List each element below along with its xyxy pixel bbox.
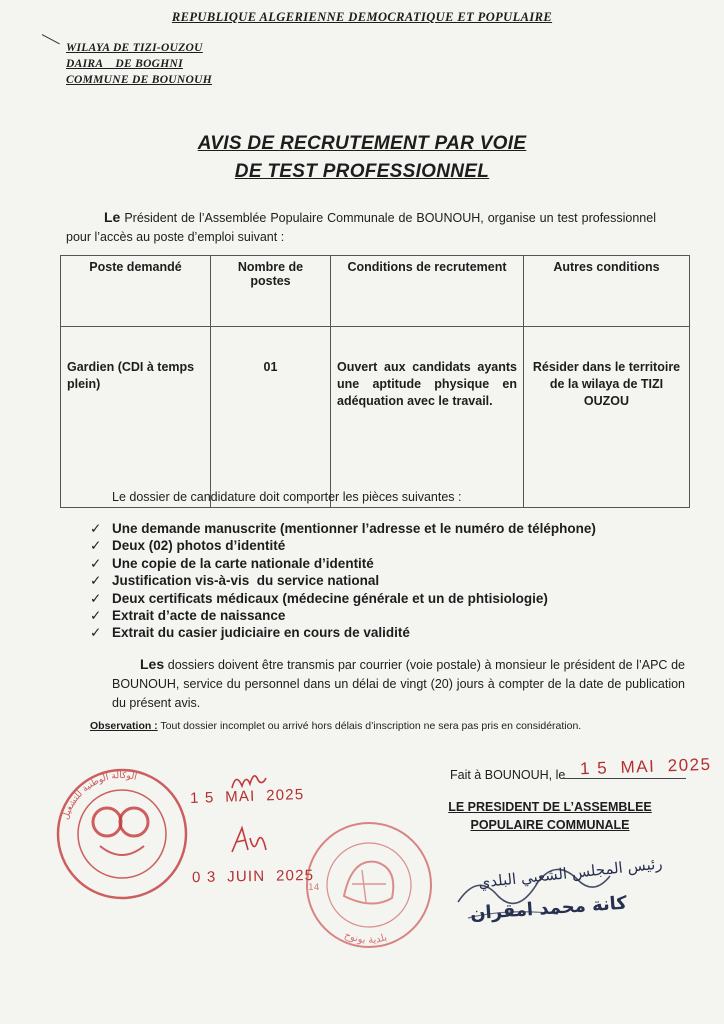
intro-text: Président de l’Assemblée Populaire Communale de BOUNOUH, organise un test professionnel pour l’accès au poste d’emploi suivant : <box>66 211 656 244</box>
observation-note <box>90 720 581 732</box>
initials-scribble-icon <box>228 768 268 794</box>
republic-header: REPUBLIQUE ALGERIENNE DEMOCRATIQUE ET POPULAIRE <box>171 10 553 24</box>
list-item: ✓ Deux certificats médicaux (médecine générale et un de phtisiologie) <box>90 590 548 606</box>
transmission-paragraph <box>112 655 685 713</box>
cell-autres: Résider dans le territoire de la wilaya de TIZI OUZOU <box>524 327 690 508</box>
received-date-stamp: 1 5 MAI 2025 <box>189 786 305 807</box>
checkmark-icon: ✓ <box>90 608 102 624</box>
header-autres: Autres conditions <box>524 256 690 327</box>
checkmark-icon: ✓ <box>90 538 102 554</box>
cell-conditions: Ouvert aux candidats ayants une aptitude physique en adéquation avec le travail. <box>331 327 524 508</box>
employment-agency-seal <box>52 764 192 904</box>
checkmark-icon: ✓ <box>90 590 102 606</box>
commune-line: COMMUNE DE BOUNOUH <box>66 74 212 86</box>
header-nombre: Nombre de postes <box>211 256 331 327</box>
checkmark-icon: ✓ <box>90 521 102 536</box>
list-item: ✓ Deux (02) photos d’identité <box>90 538 286 554</box>
arabic-president-name: كانة محمد امقران <box>469 892 628 925</box>
table-header-row <box>61 256 690 327</box>
transmission-initial: Les <box>140 656 165 672</box>
pen-tick-mark <box>36 34 60 55</box>
svg-text:14: 14 <box>308 883 320 893</box>
intro-initial: Le <box>104 209 121 225</box>
president-line-2: POPULAIRE COMMUNALE <box>470 818 630 832</box>
second-date-stamp: 0 3 JUIN 2025 <box>191 866 315 887</box>
positions-table <box>60 255 690 508</box>
president-title <box>425 798 675 834</box>
signature-scribble-icon <box>438 852 618 932</box>
checkmark-icon: ✓ <box>90 573 102 589</box>
header-conditions: Conditions de recrutement <box>331 256 524 327</box>
cell-poste: Gardien (CDI à temps plein) <box>61 327 211 508</box>
intro-paragraph <box>66 208 656 247</box>
list-item: ✓ Extrait d’acte de naissance <box>90 608 286 624</box>
title-line-1: AVIS DE RECRUTEMENT PAR VOIE <box>197 133 527 154</box>
list-item: ✓ Une demande manuscrite (mentionner l’adresse et le numéro de téléphone) <box>90 521 596 536</box>
documents-list <box>90 520 596 642</box>
signature-date-stamp: 1 5 MAI 2025 <box>579 754 712 779</box>
commune-seal <box>302 818 436 952</box>
list-item: ✓ Extrait du casier judiciaire en cours de validité <box>90 625 410 641</box>
table-row <box>61 327 690 508</box>
left-seal-text: الوكالة الوطنية للتشغيل <box>60 770 138 822</box>
announcement-title <box>0 130 724 186</box>
title-line-2: DE TEST PROFESSIONNEL <box>234 161 490 182</box>
transmission-text: dossiers doivent être transmis par courrier (voie postale) à monsieur le président de l’APC de BOUNOUH, service du personnel dans un délai de vingt (20) jours à compter de la date de publication du présent avis. <box>112 658 685 710</box>
dossier-intro: Le dossier de candidature doit comporter les pièces suivantes : <box>112 490 462 504</box>
checkmark-icon: ✓ <box>90 625 102 641</box>
president-line-1: LE PRESIDENT DE L’ASSEMBLEE <box>448 800 652 814</box>
observation-label: Observation : <box>90 720 158 732</box>
observation-text: Tout dossier incomplet ou arrivé hors délais d’inscription ne sera pas pris en considération. <box>157 720 582 732</box>
right-seal-text: بلدية بونوح <box>342 929 389 946</box>
paraph-scribble-icon <box>226 824 270 858</box>
header-poste: Poste demandé <box>61 256 211 327</box>
list-item: ✓ Une copie de la carte nationale d’identité <box>90 555 374 571</box>
daira-line: DAIRA DE BOGHNI <box>66 58 183 70</box>
list-item: ✓ Justification vis-à-vis du service national <box>90 573 380 589</box>
cell-nombre: 01 <box>211 327 331 508</box>
arabic-president-title: رئيس المجلس الشعبي البلدي <box>477 854 664 892</box>
wilaya-line: WILAYA DE TIZI-OUZOU <box>66 42 203 54</box>
checkmark-icon: ✓ <box>90 555 102 571</box>
fait-a-label: Fait à BOUNOUH, le <box>450 768 566 782</box>
administration-block <box>66 40 212 88</box>
